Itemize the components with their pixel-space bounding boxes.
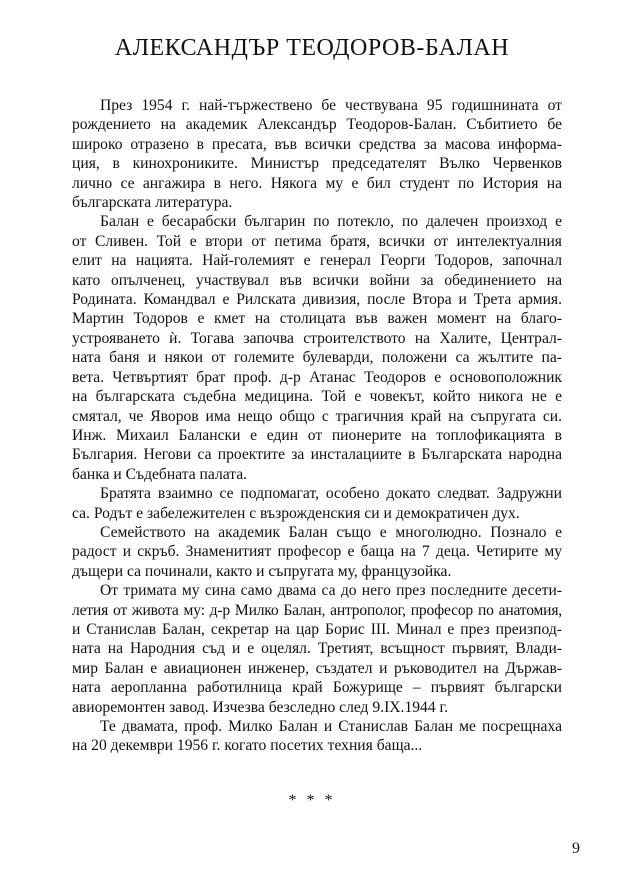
text-line: Семейството на академик Балан също е многолюдно. Познало е xyxy=(100,523,562,541)
chapter-title: АЛЕКСАНДЪР ТЕОДОРОВ-БАЛАН xyxy=(114,35,510,61)
text-line: банка и Съдебната палата. xyxy=(72,465,248,483)
text-line: ната аеропланна работилница край Божурище – първият български xyxy=(72,679,562,697)
text-line: авиоремонтен завод. Изчезва безследно след 9.IX.1944 г. xyxy=(72,698,449,716)
text-line: Братята взаимно се подпомагат, особено докато следват. Задружни xyxy=(100,485,562,503)
paragraph xyxy=(72,717,562,756)
text-line: елит на нацията. Най-големият е генерал Георги Тодоров, започнал xyxy=(72,252,562,270)
text-line: мир Балан е авиационен инженер, създател и ръководител на Държав- xyxy=(72,659,562,677)
text-line: Родината. Командвал е Рилската дивизия, после Втора и Трета армия. xyxy=(72,291,562,309)
paragraph xyxy=(72,96,562,212)
text-line: ната на Народния съд и е оцелял. Третият, всъщност първият, Влади- xyxy=(72,640,562,658)
text-line: широко отразено в пресата, във всички средства за масова информа- xyxy=(72,135,562,153)
text-line: на българската съдебна медицина. Той е човекът, който никога не е xyxy=(72,388,562,406)
text-line: Те двамата, проф. Милко Балан и Станислав Балан ме посрещнаха xyxy=(100,718,562,735)
text-line: Инж. Михаил Балански е един от пионерите на топлофикацията в xyxy=(72,426,562,444)
text-line: От тримата му сина само двама са до него през последните десети- xyxy=(100,582,562,600)
text-line: лично се ангажира в него. Някога му е бил студент по История на xyxy=(72,174,562,192)
body-text xyxy=(72,96,562,756)
text-line: Мартин Тодоров е кмет на столицата във важен момент на благо- xyxy=(72,310,562,328)
paragraph xyxy=(72,212,562,484)
text-line: българската литература. xyxy=(72,194,233,212)
section-separator: * * * xyxy=(288,792,336,809)
text-line: Балан е бесарабски българин по потекло, по далечен произход е xyxy=(100,213,562,231)
text-line: радост и скръб. Знаменитият професор е баща на 7 деца. Четирите му xyxy=(72,543,562,561)
text-line: вета. Четвъртият брат проф. д-р Атанас Теодоров е основоположник xyxy=(72,368,562,386)
text-line: устрояването ѝ. Тогава започва строителството на Халите, Централ- xyxy=(72,329,562,347)
text-line: летия от живота му: д-р Милко Балан, антрополог, професор по анатомия, xyxy=(72,601,562,619)
text-line: ция, в кинохрониките. Министър председателят Вълко Червенков xyxy=(72,155,562,173)
text-line: като опълченец, участвувал във всички войни за обединението на xyxy=(72,271,562,289)
paragraph xyxy=(72,581,562,717)
text-line: на 20 декември 1956 г. когато посетих техния баща... xyxy=(72,737,423,755)
text-line: са. Родът е забележителен с възрожденския си и демократичен дух. xyxy=(72,504,520,522)
paragraph xyxy=(72,484,562,523)
text-line: смятал, че Яворов има нещо общо с трагичния край на съпругата си. xyxy=(72,407,562,425)
text-line: дъщери са починали, както и съпругата му, французойка. xyxy=(72,562,452,580)
paragraph xyxy=(72,523,562,581)
text-line: През 1954 г. най-тържествено бе чествувана 95 годишнината от xyxy=(100,97,562,114)
text-line: от Сливен. Той е втори от петима братя, всички от интелектуалния xyxy=(72,232,562,250)
text-line: ната баня и някои от големите булеварди, положени са жълтите па- xyxy=(72,349,562,367)
text-line: рождението на академик Александър Теодоров-Балан. Събитието бе xyxy=(72,116,562,134)
page-number: 9 xyxy=(572,840,580,857)
text-line: и Станислав Балан, секретар на цар Борис III. Минал е през преизпод- xyxy=(72,620,562,638)
text-line: България. Негови са проектите за инсталациите в Българската народна xyxy=(72,446,562,464)
